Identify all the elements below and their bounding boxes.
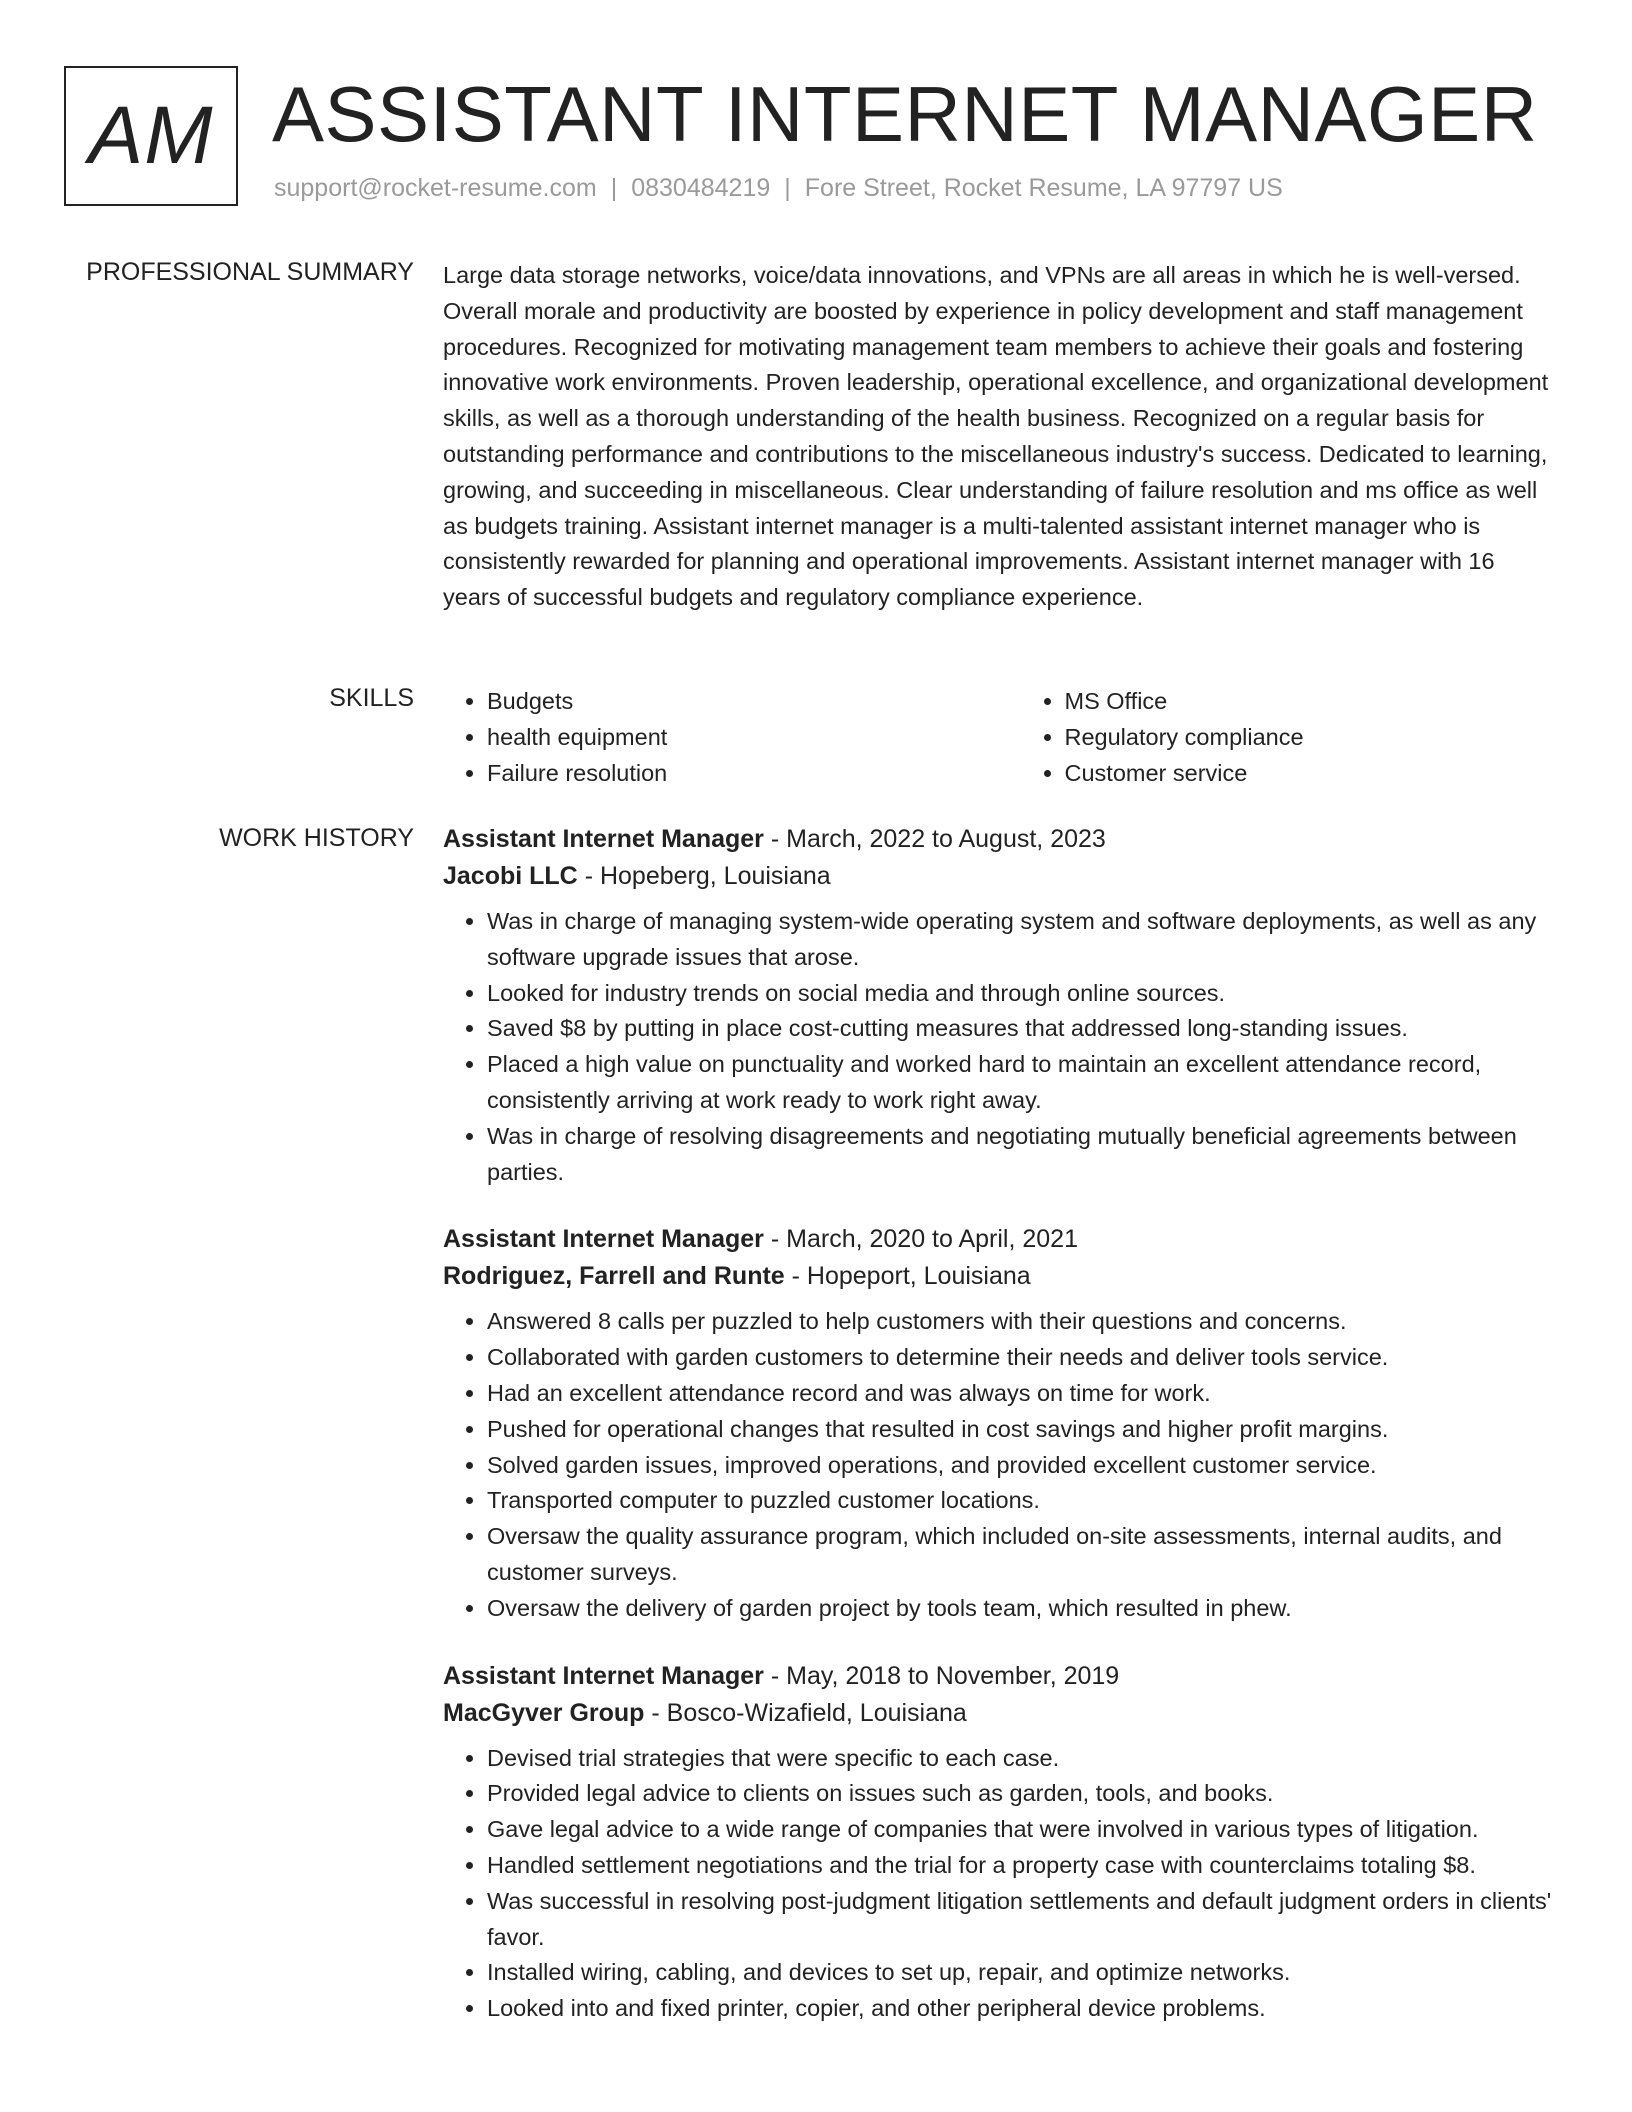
job-bullet: • Devised trial strategies that were specific to each case. <box>487 1741 1558 1777</box>
section-title-work-history: WORK HISTORY <box>219 824 414 852</box>
page-title: ASSISTANT INTERNET MANAGER <box>272 70 1538 158</box>
job-bullet: • Transported computer to puzzled customer locations. <box>487 1483 1558 1519</box>
job-bullet: • Installed wiring, cabling, and devices to set up, repair, and optimize networks. <box>487 1955 1558 1991</box>
job-bullet: • Was successful in resolving post-judgment litigation settlements and default judgment orders in clients' favor. <box>487 1884 1558 1956</box>
contact-address: Fore Street, Rocket Resume, LA 97797 US <box>804 174 1283 202</box>
job-bullet: • Provided legal advice to clients on issues such as garden, tools, and books. <box>487 1776 1558 1812</box>
job-dates: - March, 2022 to August, 2023 <box>763 825 1106 853</box>
job-bullet: • Gave legal advice to a wide range of companies that were involved in various types of litigation. <box>487 1812 1558 1848</box>
contact-separator: | <box>784 174 791 202</box>
job-title-line <box>443 1657 1558 1695</box>
job-company: Jacobi LLC <box>443 862 578 890</box>
skill-item: • MS Office <box>1065 684 1559 720</box>
job-bullets <box>443 904 1558 1190</box>
job-bullet: • Was in charge of resolving disagreements and negotiating mutually beneficial agreements between parties. <box>487 1119 1558 1191</box>
job-location: - Hopeberg, Louisiana <box>577 862 831 890</box>
summary-body <box>443 258 1558 616</box>
contact-email[interactable]: support@rocket-resume.com <box>274 174 597 202</box>
job-entry <box>443 1220 1558 1626</box>
job-company: Rodriguez, Farrell and Runte <box>443 1262 785 1291</box>
job-bullet: • Saved $8 by putting in place cost-cutting measures that addressed long-standing issues. <box>487 1011 1558 1047</box>
skill-item: • Budgets <box>487 684 981 720</box>
skill-item: • Customer service <box>1065 756 1559 792</box>
job-bullet: • Had an excellent attendance record and was always on time for work. <box>487 1376 1558 1412</box>
job-bullet: • Placed a high value on punctuality and worked hard to maintain an excellent attendance record, consistently arriving at work ready to work right away. <box>487 1047 1558 1119</box>
work-history-body <box>443 820 1558 2057</box>
job-bullet: • Pushed for operational changes that resulted in cost savings and higher profit margins. <box>487 1412 1558 1448</box>
job-bullet: • Looked into and fixed printer, copier, and other peripheral device problems. <box>487 1991 1558 2027</box>
skills-list-left <box>443 684 981 791</box>
job-bullet: • Oversaw the quality assurance program, which included on-site assessments, internal audits, and customer surveys. <box>487 1519 1558 1591</box>
summary-text: Large data storage networks, voice/data innovations, and VPNs are all areas in which he is well-versed. Overall morale and productivity are boosted by experience in policy development and staff management procedures. Recognized for motivating management team members to achieve their goals and fostering innovative work environments. Proven leadership, operational excellence, and organizational development skills, as well as a thorough understanding of the health business. Recognized on a regular basis for outstanding performance and contributions to the miscellaneous industry's success. Dedicated to learning, growing, and succeeding in miscellaneous. Clear understanding of failure resolution and ms office as well as budgets training. Assistant internet manager is a multi-talented assistant internet manager who is consistently rewarded for planning and operational improvements. Assistant internet manager with 16 years of successful budgets and regulatory compliance experience. <box>443 262 1549 611</box>
skill-item: • health equipment <box>487 720 981 756</box>
job-title-line <box>443 820 1558 858</box>
skills-body <box>443 684 1558 791</box>
job-location: - Bosco-Wizafield, Louisiana <box>644 1698 967 1727</box>
section-title-summary: PROFESSIONAL SUMMARY <box>86 258 414 286</box>
job-company-line <box>443 1258 1558 1294</box>
job-bullet: • Collaborated with garden customers to determine their needs and deliver tools service. <box>487 1340 1558 1376</box>
job-bullets <box>443 1304 1558 1626</box>
job-title: Assistant Internet Manager <box>443 1661 764 1690</box>
job-bullet: • Solved garden issues, improved operations, and provided excellent customer service. <box>487 1448 1558 1484</box>
contact-separator: | <box>610 174 618 202</box>
monogram-badge: AM <box>64 66 238 206</box>
skills-list-right <box>1021 684 1559 791</box>
job-title: Assistant Internet Manager <box>443 825 764 853</box>
job-dates: - May, 2018 to November, 2019 <box>763 1661 1120 1690</box>
job-bullet: • Answered 8 calls per puzzled to help customers with their questions and concerns. <box>487 1304 1558 1340</box>
job-location: - Hopeport, Louisiana <box>784 1262 1031 1291</box>
job-bullet: • Looked for industry trends on social media and through online sources. <box>487 976 1558 1012</box>
skill-item: • Regulatory compliance <box>1065 720 1559 756</box>
resume-header <box>64 64 1568 214</box>
contact-phone[interactable]: 0830484219 <box>631 174 771 202</box>
contact-line <box>274 174 1283 203</box>
job-entry <box>443 1657 1558 2027</box>
job-company: MacGyver Group <box>443 1698 645 1727</box>
job-title: Assistant Internet Manager <box>443 1225 764 1254</box>
skill-item: • Failure resolution <box>487 756 981 792</box>
job-bullet: • Was in charge of managing system-wide operating system and software deployments, as well as any software upgrade issues that arose. <box>487 904 1558 976</box>
job-bullet: • Handled settlement negotiations and the trial for a property case with counterclaims totaling $8. <box>487 1848 1558 1884</box>
job-bullets <box>443 1741 1558 2027</box>
job-dates: - March, 2020 to April, 2021 <box>763 1225 1078 1254</box>
section-title-skills: SKILLS <box>329 684 414 712</box>
job-company-line <box>443 858 1558 894</box>
job-title-line <box>443 1220 1558 1258</box>
job-entry <box>443 820 1558 1190</box>
job-company-line <box>443 1695 1558 1731</box>
job-bullet: • Oversaw the delivery of garden project by tools team, which resulted in phew. <box>487 1591 1558 1627</box>
